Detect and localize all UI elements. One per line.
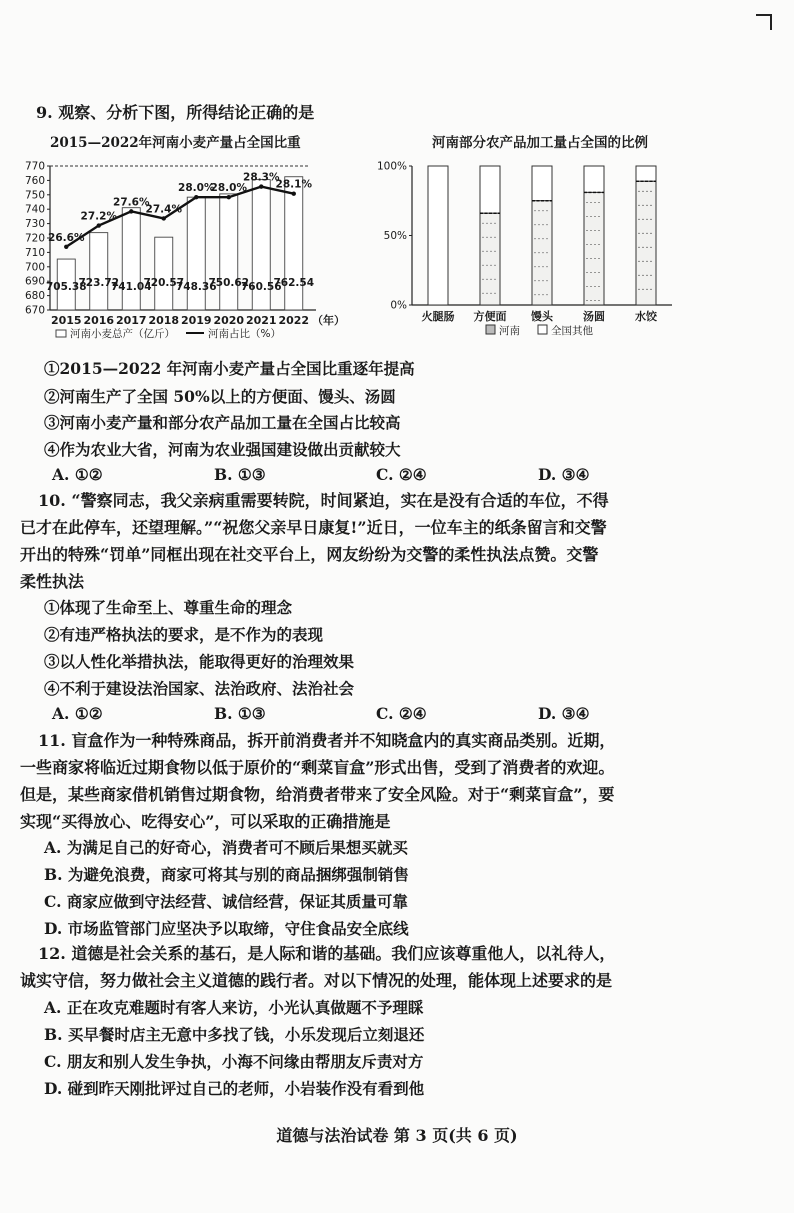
share-label: 28.3%: [243, 171, 280, 184]
q11-line-3: 但是，某些商家借机销售过期食物，给消费者带来了安全风险。对于“剩菜盲盒”，要: [20, 785, 615, 804]
q10-choice-a[interactable]: A. ①②: [52, 704, 103, 723]
bar-value-label: 760.56: [240, 281, 282, 293]
q9-option-4: ④作为农业大省，河南为农业强国建设做出贡献较大: [44, 440, 401, 459]
q12-option-d[interactable]: D. 碰到昨天刚批评过自己的老师，小岩装作没有看到他: [44, 1079, 425, 1098]
q9-option-2: ②河南生产了全国 50%以上的方便面、馒头、汤圆: [44, 387, 396, 406]
bar-wheat-output: [220, 194, 238, 310]
legend-henan-label: 河南: [499, 325, 520, 337]
q9-option-3: ③河南小麦产量和部分农产品加工量在全国占比较高: [44, 413, 401, 432]
x-tick-label: 2021: [245, 314, 277, 327]
x-tick-label: 2017: [115, 314, 147, 327]
share-label: 27.6%: [113, 196, 150, 209]
x-axis-unit: （年）: [312, 314, 345, 327]
share-label: 28.0%: [210, 182, 247, 195]
bar-wheat-output: [122, 208, 140, 310]
q10-option-2: ②有违严格执法的要求，是不作为的表现: [44, 625, 324, 644]
y-tick-label: 670: [24, 304, 45, 317]
y-tick-label: 710: [24, 246, 45, 259]
bar-value-label: 762.54: [273, 277, 315, 289]
share-label: 28.0%: [178, 182, 215, 195]
y-tick-label: 730: [24, 218, 45, 231]
x-tick-label: 汤圆: [583, 310, 605, 323]
x-tick-label: 2015: [50, 314, 82, 327]
bar-value-label: 750.62: [208, 277, 250, 289]
bar-value-label: 748.36: [175, 281, 217, 293]
q11-option-a[interactable]: A. 为满足自己的好奇心，消费者可不顾后果想买就买: [44, 838, 408, 857]
q12-line-1: 12. 道德是社会关系的基石，是人际和谐的基础。我们应该尊重他人，以礼待人，: [38, 944, 616, 963]
bar-segment-other-regions: [480, 166, 500, 213]
q12-option-c[interactable]: C. 朋友和别人发生争执，小海不问缘由帮朋友斥责对方: [44, 1052, 424, 1071]
bar-value-label: 741.04: [110, 281, 152, 293]
bar-wheat-output: [187, 197, 205, 310]
bar-wheat-output: [285, 177, 303, 310]
bar-segment-other-regions: [584, 166, 604, 192]
share-label: 27.4%: [145, 203, 182, 216]
y-tick-label: 760: [24, 174, 45, 187]
x-tick-label: 水饺: [635, 310, 657, 323]
left-chart-title: 2015—2022年河南小麦产量占全国比重: [50, 135, 301, 151]
y-tick-label: 720: [24, 232, 45, 245]
q11-line-2: 一些商家将临近过期食物以低于原价的“剩菜盲盒”形式出售，受到了消费者的欢迎。: [20, 758, 615, 777]
q10-line-2: 已才在此停车，还望理解。”“祝您父亲早日康复!”近日，一位车主的纸条留言和交警: [20, 518, 607, 537]
x-tick-label: 2018: [148, 314, 180, 327]
bar-segment-other-regions: [532, 166, 552, 201]
legend-bar-swatch: [56, 330, 66, 337]
legend-other-label: 全国其他: [551, 325, 593, 337]
q11-line-4: 实现“买得放心、吃得安心”，可以采取的正确措施是: [20, 812, 391, 831]
y-tick-label: 700: [24, 261, 45, 274]
share-point: [227, 195, 231, 199]
q9-option-1: ①2015—2022 年河南小麦产量占全国比重逐年提高: [44, 359, 415, 378]
share-label: 26.6%: [48, 231, 85, 244]
share-point: [129, 209, 133, 213]
q10-option-3: ③以人性化举措执法，能取得更好的治理效果: [44, 652, 355, 671]
y-tick-label: 750: [24, 189, 45, 202]
corner-mark: [756, 14, 772, 30]
share-label: 28.1%: [275, 178, 312, 191]
share-point: [194, 195, 198, 199]
bar-value-label: 720.57: [143, 277, 185, 289]
q12-stem: [20, 940, 680, 994]
q10-choice-c[interactable]: C. ②④: [376, 704, 427, 723]
q9-choice-c[interactable]: C. ②④: [376, 465, 427, 484]
x-tick-label: 2022: [278, 314, 310, 327]
processing-chart: [372, 152, 682, 350]
bar-wheat-output: [155, 237, 173, 310]
x-tick-label: 2019: [180, 314, 212, 327]
x-tick-label: 馒头: [531, 310, 553, 323]
share-point: [292, 191, 296, 195]
q10-line-4: 柔性执法: [20, 572, 85, 591]
bar-segment-henan: [636, 181, 656, 305]
bar-value-label: 705.38: [45, 281, 87, 293]
y-tick-label: 770: [24, 160, 45, 173]
share-point: [162, 216, 166, 220]
share-point: [97, 223, 101, 227]
right-chart-title: 河南部分农产品加工量占全国的比例: [432, 135, 648, 151]
q10-stem: [20, 487, 680, 595]
x-tick-label: 2016: [83, 314, 115, 327]
q9-choice-b[interactable]: B. ①③: [214, 465, 266, 484]
y-tick-label: 0%: [390, 299, 407, 312]
q9-choice-a[interactable]: A. ①②: [52, 465, 103, 484]
q10-choice-d[interactable]: D. ③④: [538, 704, 590, 723]
y-tick-label: 680: [24, 290, 45, 303]
share-label: 27.2%: [80, 210, 117, 223]
x-tick-label: 方便面: [473, 310, 507, 323]
legend-other-swatch: [538, 325, 547, 334]
share-point: [64, 245, 68, 249]
wheat-chart: [18, 152, 354, 350]
q11-stem: [20, 727, 680, 835]
x-tick-label: 火腿肠: [421, 310, 455, 323]
q10-option-1: ①体现了生命至上、尊重生命的理念: [44, 598, 293, 617]
y-tick-label: 50%: [383, 230, 407, 242]
q12-option-a[interactable]: A. 正在攻克难题时有客人来访，小光认真做题不予理睬: [44, 998, 424, 1017]
bar-segment-henan: [480, 213, 500, 305]
q11-line-1: 11. 盲盒作为一种特殊商品，拆开前消费者并不知晓盒内的真实商品类别。近期，: [38, 731, 616, 750]
q10-line-3: 开出的特殊“罚单”同框出现在社交平台上，网友纷纷为交警的柔性执法点赞。交警: [20, 545, 599, 564]
bar-value-label: 723.72: [78, 277, 120, 289]
q10-choice-b[interactable]: B. ①③: [214, 704, 266, 723]
x-tick-label: 2020: [213, 314, 245, 327]
bar-segment-other-regions: [636, 166, 656, 181]
q11-option-d[interactable]: D. 市场监管部门应坚决予以取缔，守住食品安全底线: [44, 919, 409, 938]
q11-option-b[interactable]: B. 为避免浪费，商家可将其与别的商品捆绑强制销售: [44, 865, 409, 884]
share-point: [259, 184, 263, 188]
bar-segment-henan: [584, 192, 604, 305]
q9-choice-d[interactable]: D. ③④: [538, 465, 590, 484]
q10-option-4: ④不利于建设法治国家、法治政府、法治社会: [44, 679, 355, 698]
page-footer: 道德与法治试卷 第 3 页(共 6 页): [276, 1126, 518, 1145]
y-tick-label: 740: [24, 203, 45, 216]
legend-line-label: 河南占比（%）: [208, 328, 281, 340]
legend-henan-swatch: [486, 325, 495, 334]
q12-option-b[interactable]: B. 买早餐时店主无意中多找了钱，小乐发现后立刻退还: [44, 1025, 425, 1044]
q12-line-2: 诚实守信，努力做社会主义道德的践行者。对以下情况的处理，能体现上述要求的是: [20, 971, 613, 990]
bar-wheat-output: [90, 233, 108, 310]
y-tick-label: 100%: [376, 160, 407, 173]
y-tick-label: 690: [24, 275, 45, 288]
q11-option-c[interactable]: C. 商家应做到守法经营、诚信经营，保证其质量可靠: [44, 892, 408, 911]
legend-bar-label: 河南小麦总产（亿斤）: [70, 328, 175, 340]
q9-stem: 9. 观察、分析下图，所得结论正确的是: [36, 103, 315, 122]
bar-segment-other-regions: [428, 166, 448, 305]
q10-line-1: 10. “警察同志，我父亲病重需要转院，时间紧迫，实在是没有合适的车位，不得: [38, 491, 609, 510]
